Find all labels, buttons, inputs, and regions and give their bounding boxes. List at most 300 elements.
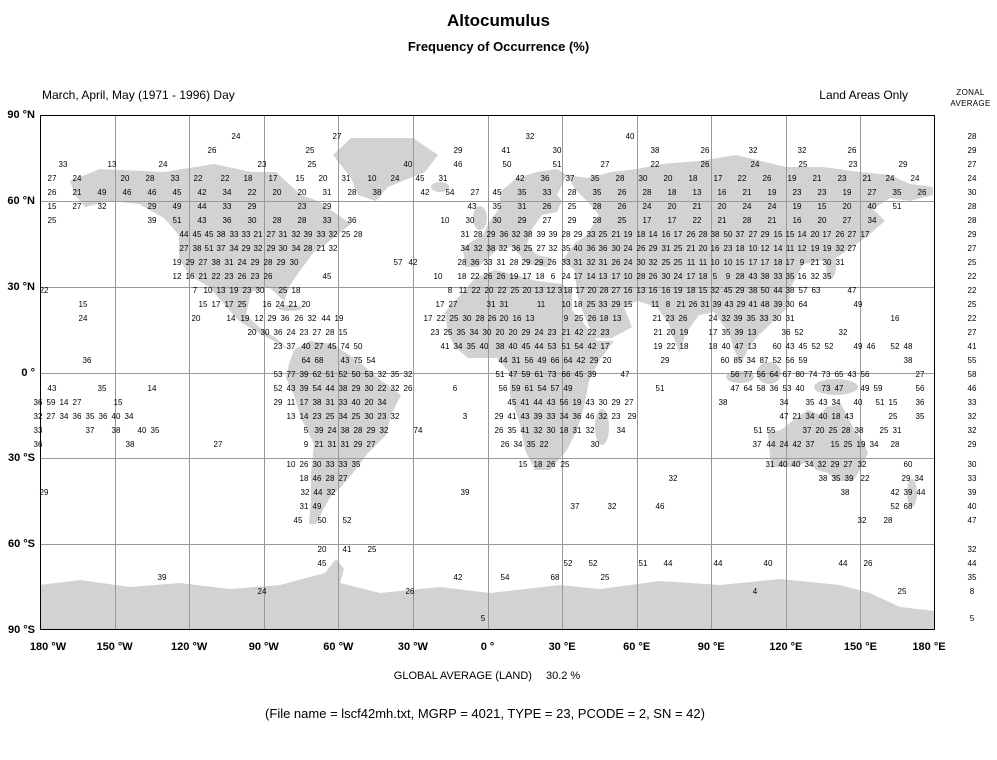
frequency-value: 24 (742, 202, 752, 211)
frequency-value: 26 (648, 272, 658, 281)
frequency-value: 18 (735, 244, 745, 253)
frequency-value: 49 (853, 300, 863, 309)
frequency-value: 51 (655, 384, 665, 393)
frequency-value: 35 (822, 272, 832, 281)
frequency-value: 16 (797, 272, 807, 281)
zonal-average-value: 40 (967, 502, 977, 511)
frequency-value: 39 (533, 412, 543, 421)
frequency-value: 73 (821, 384, 831, 393)
frequency-value: 32 (586, 258, 596, 267)
frequency-value: 38 (338, 384, 348, 393)
frequency-value: 33 (322, 216, 332, 225)
frequency-value: 35 (526, 440, 536, 449)
frequency-value: 54 (574, 342, 584, 351)
frequency-value: 74 (808, 370, 818, 379)
frequency-value: 18 (563, 286, 573, 295)
frequency-value: 30 (638, 174, 648, 183)
frequency-value: 27 (47, 174, 57, 183)
frequency-value: 54 (500, 573, 510, 582)
frequency-value: 44 (321, 314, 331, 323)
frequency-value: 26 (688, 300, 698, 309)
frequency-value: 15 (817, 202, 827, 211)
frequency-value: 5 (712, 272, 718, 281)
frequency-value: 25 (449, 314, 459, 323)
frequency-value: 54 (312, 384, 322, 393)
frequency-value: 29 (247, 202, 257, 211)
zonal-average-value: 28 (967, 202, 977, 211)
longitude-tick-label: 30 °W (397, 641, 428, 653)
frequency-value: 26 (847, 146, 857, 155)
frequency-value: 34 (804, 460, 814, 469)
frequency-value: 42 (408, 258, 418, 267)
frequency-value: 28 (473, 230, 483, 239)
frequency-value: 43 (748, 272, 758, 281)
frequency-value: 28 (592, 202, 602, 211)
frequency-value: 24 (623, 244, 633, 253)
frequency-value: 21 (792, 412, 802, 421)
frequency-value: 42 (197, 188, 207, 197)
frequency-value: 50 (317, 516, 327, 525)
frequency-value: 17 (822, 230, 832, 239)
frequency-value: 40 (301, 342, 311, 351)
frequency-value: 64 (798, 300, 808, 309)
frequency-value: 24 (779, 440, 789, 449)
frequency-value: 26 (487, 314, 497, 323)
frequency-value: 35 (492, 202, 502, 211)
frequency-value: 35 (507, 426, 517, 435)
frequency-value: 32 (379, 426, 389, 435)
frequency-value: 14 (586, 272, 596, 281)
frequency-value: 29 (901, 474, 911, 483)
latitude-tick-label: 90 °N (7, 109, 35, 121)
frequency-value: 34 (338, 412, 348, 421)
frequency-value: 39 (903, 488, 913, 497)
frequency-value: 50 (502, 160, 512, 169)
frequency-value: 56 (559, 398, 569, 407)
frequency-value: 13 (636, 286, 646, 295)
frequency-value: 33 (338, 460, 348, 469)
frequency-value: 25 (351, 412, 361, 421)
frequency-value: 25 (523, 244, 533, 253)
frequency-value: 24 (78, 314, 88, 323)
frequency-value: 47 (847, 286, 857, 295)
frequency-value: 39 (548, 230, 558, 239)
frequency-value: 60 (720, 356, 730, 365)
frequency-value: 20 (815, 426, 825, 435)
frequency-value: 27 (312, 328, 322, 337)
frequency-value: 39 (734, 328, 744, 337)
zonal-average-value: 28 (967, 132, 977, 141)
frequency-value: 42 (792, 440, 802, 449)
frequency-value: 23 (848, 160, 858, 169)
frequency-value: 29 (573, 230, 583, 239)
frequency-value: 31 (517, 202, 527, 211)
zonal-average-value: 22 (967, 314, 977, 323)
frequency-value: 11 (650, 300, 660, 309)
frequency-value: 30 (482, 328, 492, 337)
frequency-value: 27 (213, 440, 223, 449)
frequency-value: 20 (817, 216, 827, 225)
zonal-average-value: 27 (967, 160, 977, 169)
frequency-value: 27 (470, 188, 480, 197)
frequency-value: 37 (216, 244, 226, 253)
frequency-value: 26 (483, 272, 493, 281)
frequency-value: 25 (307, 160, 317, 169)
frequency-value: 10 (623, 272, 633, 281)
frequency-value: 31 (499, 300, 509, 309)
frequency-value: 45 (798, 342, 808, 351)
frequency-value: 38 (748, 286, 758, 295)
frequency-value: 36 (540, 174, 550, 183)
frequency-value: 31 (340, 440, 350, 449)
frequency-value: 38 (372, 188, 382, 197)
frequency-value: 32 (326, 488, 336, 497)
frequency-value: 18 (636, 230, 646, 239)
frequency-value: 85 (733, 356, 743, 365)
frequency-value: 33 (759, 314, 769, 323)
frequency-value: 27 (748, 230, 758, 239)
frequency-value: 18 (457, 272, 467, 281)
longitude-tick-label: 180 °W (29, 641, 67, 653)
longitude-tick-label: 0 ° (480, 641, 495, 653)
frequency-value: 21 (316, 244, 326, 253)
frequency-value: 20 (120, 174, 130, 183)
frequency-value: 33 (483, 258, 493, 267)
frequency-value: 31 (573, 258, 583, 267)
frequency-value: 29 (185, 258, 195, 267)
frequency-value: 20 (587, 286, 597, 295)
frequency-value: 26 (611, 258, 621, 267)
frequency-value: 42 (576, 356, 586, 365)
frequency-value: 28 (325, 328, 335, 337)
frequency-value: 40 (479, 342, 489, 351)
period-label: March, April, May (1971 - 1996) Day (42, 88, 235, 102)
frequency-value: 36 (33, 398, 43, 407)
frequency-value: 6 (550, 272, 556, 281)
frequency-value: 42 (574, 328, 584, 337)
frequency-value: 8 (665, 300, 671, 309)
frequency-value: 39 (536, 230, 546, 239)
frequency-value: 27 (847, 244, 857, 253)
zonal-average-value: 32 (967, 545, 977, 554)
frequency-value: 21 (652, 314, 662, 323)
frequency-value: 35 (466, 342, 476, 351)
frequency-value: 15 (198, 300, 208, 309)
zonal-average-value: 28 (967, 216, 977, 225)
frequency-value: 22 (436, 314, 446, 323)
frequency-value: 25 (574, 314, 584, 323)
frequency-value: 23 (611, 412, 621, 421)
frequency-value: 17 (435, 300, 445, 309)
frequency-value: 30 (465, 216, 475, 225)
frequency-value: 12 (546, 286, 556, 295)
frequency-value: 33 (338, 398, 348, 407)
frequency-value: 32 (548, 244, 558, 253)
frequency-value: 35 (97, 384, 107, 393)
frequency-value: 64 (563, 356, 573, 365)
frequency-value: 14 (648, 230, 658, 239)
frequency-value: 21 (198, 272, 208, 281)
frequency-value: 22 (471, 286, 481, 295)
frequency-value: 45 (204, 230, 214, 239)
frequency-value: 68 (550, 573, 560, 582)
longitude-tick-label: 90 °W (248, 641, 279, 653)
frequency-value: 59 (521, 370, 531, 379)
frequency-value: 32 (607, 502, 617, 511)
frequency-value: 24 (275, 300, 285, 309)
frequency-value: 29 (735, 286, 745, 295)
frequency-value: 27 (611, 286, 621, 295)
frequency-value: 37 (85, 426, 95, 435)
frequency-value: 53 (547, 342, 557, 351)
frequency-value: 31 (785, 314, 795, 323)
frequency-value: 10 (433, 272, 443, 281)
frequency-value: 13 (525, 314, 535, 323)
frequency-value: 42 (515, 174, 525, 183)
frequency-value: 52 (890, 502, 900, 511)
frequency-value: 16 (661, 286, 671, 295)
longitude-tick-label: 150 °W (96, 641, 133, 653)
frequency-value: 20 (666, 328, 676, 337)
frequency-value: 22 (497, 286, 507, 295)
frequency-value: 39 (587, 370, 597, 379)
frequency-value: 15 (888, 398, 898, 407)
zonal-average-value: 29 (967, 146, 977, 155)
frequency-value: 30 (590, 440, 600, 449)
frequency-value: 38 (495, 342, 505, 351)
frequency-value: 35 (746, 314, 756, 323)
frequency-value: 26 (237, 272, 247, 281)
frequency-value: 30 (661, 272, 671, 281)
frequency-value: 29 (660, 356, 670, 365)
frequency-value: 60 (903, 460, 913, 469)
global-average-label: GLOBAL AVERAGE (LAND) (393, 670, 532, 682)
frequency-value: 40 (721, 342, 731, 351)
frequency-value: 33 (33, 426, 43, 435)
frequency-value: 26 (47, 188, 57, 197)
frequency-value: 29 (276, 258, 286, 267)
zonal-average-value: 27 (967, 328, 977, 337)
frequency-value: 25 (600, 573, 610, 582)
frequency-value: 39 (299, 370, 309, 379)
frequency-value: 32 (533, 426, 543, 435)
frequency-value: 27 (332, 132, 342, 141)
zonal-average-value: 55 (967, 356, 977, 365)
frequency-value: 28 (642, 188, 652, 197)
frequency-value: 26 (678, 314, 688, 323)
frequency-value: 25 (661, 258, 671, 267)
frequency-value: 24 (708, 314, 718, 323)
frequency-value: 29 (567, 216, 577, 225)
frequency-value: 49 (537, 356, 547, 365)
frequency-value: 39 (314, 426, 324, 435)
frequency-value: 32 (817, 460, 827, 469)
frequency-value: 34 (805, 412, 815, 421)
frequency-value: 19 (572, 398, 582, 407)
frequency-value: 10 (723, 258, 733, 267)
frequency-value: 28 (890, 440, 900, 449)
frequency-value: 34 (59, 412, 69, 421)
frequency-value: 21 (692, 202, 702, 211)
frequency-value: 59 (873, 384, 883, 393)
frequency-value: 25 (798, 160, 808, 169)
coverage-label: Land Areas Only (819, 88, 908, 102)
frequency-value: 23 (297, 202, 307, 211)
frequency-value: 24 (561, 272, 571, 281)
frequency-value: 16 (648, 286, 658, 295)
frequency-value: 44 (713, 559, 723, 568)
frequency-value: 12 (254, 314, 264, 323)
frequency-value: 20 (717, 202, 727, 211)
frequency-value: 73 (547, 370, 557, 379)
longitude-tick-label: 120 °W (171, 641, 208, 653)
frequency-value: 26 (762, 174, 772, 183)
frequency-value: 41 (520, 398, 530, 407)
frequency-value: 57 (798, 286, 808, 295)
frequency-value: 22 (692, 216, 702, 225)
frequency-value: 25 (443, 328, 453, 337)
frequency-value: 21 (653, 328, 663, 337)
frequency-value: 43 (785, 342, 795, 351)
latitude-tick-label: 60 °N (7, 194, 35, 207)
frequency-value: 29 (273, 398, 283, 407)
frequency-value: 29 (521, 328, 531, 337)
frequency-value: 19 (240, 314, 250, 323)
frequency-value: 23 (600, 328, 610, 337)
frequency-value: 15 (78, 300, 88, 309)
frequency-value: 32 (328, 230, 338, 239)
frequency-value: 40 (573, 244, 583, 253)
frequency-value: 36 (781, 328, 791, 337)
latitude-tick-label: 60 °S (7, 538, 35, 551)
frequency-value: 32 (390, 384, 400, 393)
frequency-value: 67 (782, 370, 792, 379)
frequency-value: 37 (752, 440, 762, 449)
frequency-value: 20 (698, 244, 708, 253)
frequency-value: 16 (792, 216, 802, 225)
frequency-value: 30 (247, 216, 257, 225)
longitude-tick-label: 60 °W (323, 641, 354, 653)
frequency-value: 38 (718, 398, 728, 407)
frequency-value: 24 (910, 174, 920, 183)
frequency-value: 25 (560, 460, 570, 469)
frequency-value: 51 (638, 559, 648, 568)
frequency-value: 34 (460, 244, 470, 253)
frequency-value: 37 (735, 230, 745, 239)
frequency-value: 38 (340, 426, 350, 435)
frequency-value: 26 (547, 258, 557, 267)
frequency-value: 33 (229, 230, 239, 239)
frequency-value: 26 (835, 230, 845, 239)
frequency-value: 19 (792, 202, 802, 211)
frequency-value: 26 (587, 314, 597, 323)
frequency-value: 22 (193, 174, 203, 183)
frequency-value: 11 (536, 300, 546, 309)
frequency-value: 45 (415, 174, 425, 183)
frequency-value: 51 (552, 160, 562, 169)
frequency-value: 28 (841, 426, 851, 435)
frequency-value: 37 (805, 440, 815, 449)
frequency-value: 34 (914, 474, 924, 483)
frequency-value: 26 (542, 202, 552, 211)
frequency-value: 17 (748, 258, 758, 267)
frequency-value: 18 (535, 272, 545, 281)
frequency-value: 34 (616, 426, 626, 435)
frequency-value: 25 (673, 258, 683, 267)
frequency-value: 15 (338, 328, 348, 337)
frequency-value: 21 (810, 258, 820, 267)
frequency-value: 24 (623, 258, 633, 267)
frequency-value: 65 (834, 370, 844, 379)
frequency-value: 38 (710, 230, 720, 239)
frequency-value: 24 (158, 160, 168, 169)
frequency-value: 32 (498, 244, 508, 253)
zonal-average-value: 41 (967, 342, 977, 351)
frequency-value: 22 (377, 384, 387, 393)
frequency-value: 50 (760, 286, 770, 295)
frequency-value: 31 (341, 174, 351, 183)
frequency-value: 41 (520, 426, 530, 435)
frequency-value: 25 (586, 300, 596, 309)
frequency-value: 23 (665, 314, 675, 323)
longitude-tick-label: 120 °E (769, 641, 803, 653)
frequency-value: 18 (679, 342, 689, 351)
frequency-value: 23 (224, 272, 234, 281)
frequency-value: 22 (247, 188, 257, 197)
frequency-value: 43 (724, 300, 734, 309)
frequency-value: 35 (456, 328, 466, 337)
frequency-value: 22 (860, 474, 870, 483)
frequency-value: 44 (838, 559, 848, 568)
frequency-value: 32 (307, 314, 317, 323)
frequency-value: 12 (797, 244, 807, 253)
frequency-value: 44 (197, 202, 207, 211)
frequency-value: 28 (303, 244, 313, 253)
frequency-value: 45 (521, 342, 531, 351)
longitude-tick-label: 90 °E (697, 641, 725, 653)
frequency-value: 18 (773, 258, 783, 267)
frequency-value: 27 (842, 216, 852, 225)
frequency-value: 21 (611, 230, 621, 239)
frequency-value: 58 (756, 384, 766, 393)
zonal-average-value: 32 (967, 412, 977, 421)
frequency-value: 32 (525, 132, 535, 141)
zonal-average-value: 24 (967, 174, 977, 183)
frequency-value: 9 (725, 272, 731, 281)
frequency-value: 20 (522, 286, 532, 295)
frequency-value: 27 (314, 342, 324, 351)
frequency-value: 36 (586, 244, 596, 253)
frequency-value: 26 (496, 272, 506, 281)
frequency-value: 25 (341, 230, 351, 239)
frequency-value: 29 (494, 412, 504, 421)
frequency-value: 52 (772, 356, 782, 365)
frequency-value: 31 (892, 426, 902, 435)
frequency-value: 26 (299, 460, 309, 469)
frequency-value: 36 (222, 216, 232, 225)
frequency-value: 47 (734, 342, 744, 351)
frequency-value: 61 (534, 370, 544, 379)
frequency-value: 53 (364, 370, 374, 379)
frequency-value: 20 (508, 328, 518, 337)
zonal-average-value: 39 (967, 488, 977, 497)
frequency-value: 27 (72, 398, 82, 407)
frequency-value: 30 (462, 314, 472, 323)
frequency-value: 19 (623, 230, 633, 239)
frequency-value: 23 (377, 412, 387, 421)
frequency-value: 47 (620, 370, 630, 379)
frequency-value: 46 (453, 160, 463, 169)
